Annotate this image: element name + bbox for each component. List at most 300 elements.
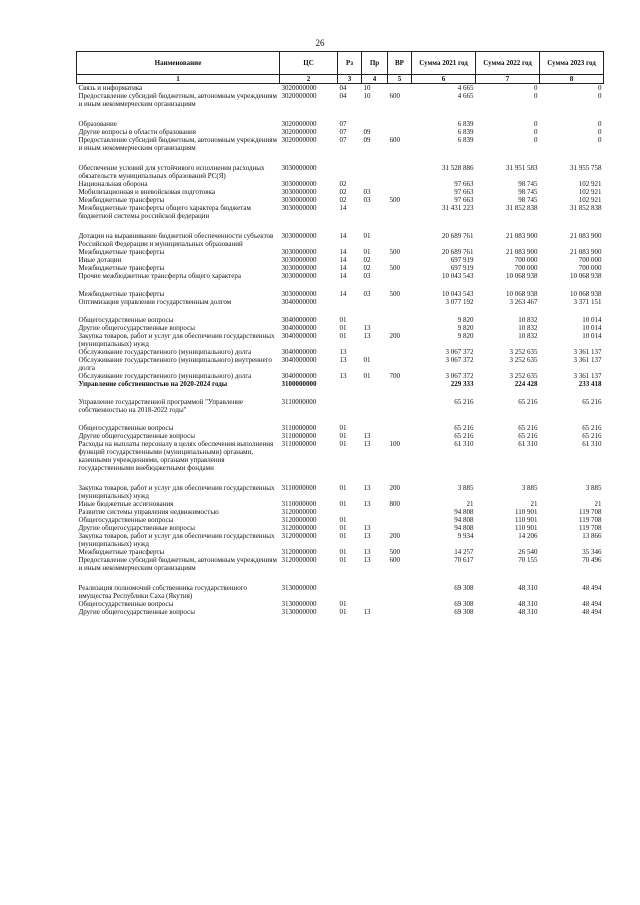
row-sum-2023: 65 216 — [582, 398, 602, 406]
row-sum-2021: 3 067 372 — [445, 356, 474, 364]
row-sum-2023: 10 014 — [582, 332, 602, 340]
row-vr — [388, 424, 412, 432]
row-vr — [388, 188, 412, 196]
row-sum-2021: 10 043 543 — [442, 290, 474, 298]
row-sum-2023: 13 866 — [582, 532, 602, 540]
row-rz: 14 — [339, 256, 347, 264]
table-row — [77, 440, 604, 472]
row-name: Закупка товаров, работ и услуг для обеспечения государственных (муниципальных) нужд — [78, 332, 275, 348]
row-pr: 13 — [363, 440, 371, 448]
row-sum-2021: 20 689 761 — [442, 232, 474, 240]
row-vr: 500 — [389, 290, 400, 298]
row-vr — [388, 380, 412, 388]
row-sum-2022: 10 832 — [518, 324, 538, 332]
row-name: Другие вопросы в области образования — [78, 128, 197, 136]
row-sum-2021: 3 067 372 — [445, 348, 474, 356]
row-pr: 13 — [363, 524, 371, 532]
row-cs: 3030000000 — [281, 204, 317, 212]
row-sum-2023: 102 921 — [578, 180, 602, 188]
row-sum-2022: 110 901 — [515, 524, 538, 532]
row-name: Обслуживание государственного (муниципального) долга — [78, 372, 252, 380]
row-rz: 01 — [339, 600, 347, 608]
table-row — [77, 248, 604, 256]
table-row — [77, 324, 604, 332]
row-pr: 13 — [363, 324, 371, 332]
row-spacer-cell — [77, 414, 604, 424]
row-sum-2022: 224 428 — [514, 380, 538, 388]
column-number: 1 — [77, 75, 280, 84]
row-sum-2022: 0 — [534, 84, 538, 92]
table-row — [77, 316, 604, 324]
row-sum-2022: 98 745 — [518, 180, 538, 188]
row-sum-2023: 10 014 — [582, 324, 602, 332]
row-cs: 3130000000 — [281, 608, 317, 616]
table-row — [77, 290, 604, 298]
row-sum-2021: 97 663 — [454, 196, 474, 204]
row-pr — [362, 600, 388, 608]
row-rz — [338, 164, 362, 180]
row-sum-2022: 61 310 — [518, 440, 538, 448]
row-vr — [388, 316, 412, 324]
row-name: Предоставление субсидий бюджетным, автономным учреждениям и иным некоммерческим организациям — [78, 136, 277, 152]
table-row — [77, 298, 604, 306]
row-sum-2021: 6 839 — [457, 128, 474, 136]
table-row — [77, 424, 604, 432]
row-sum-2022: 10 068 938 — [506, 290, 538, 298]
row-sum-2021: 6 839 — [457, 120, 474, 128]
row-sum-2021: 9 820 — [457, 332, 474, 340]
row-sum-2021: 69 308 — [454, 600, 474, 608]
row-cs: 3020000000 — [281, 84, 317, 92]
row-cs: 3030000000 — [281, 232, 317, 240]
row-sum-2021: 6 839 — [457, 136, 474, 144]
row-vr — [388, 398, 412, 414]
table-row — [77, 128, 604, 136]
row-vr — [388, 324, 412, 332]
row-spacer-cell — [77, 220, 604, 232]
row-sum-2023: 0 — [598, 92, 602, 100]
row-sum-2022: 65 216 — [518, 424, 538, 432]
header-cs: ЦС — [280, 52, 338, 75]
table-row — [77, 380, 604, 388]
row-pr: 13 — [363, 432, 371, 440]
row-sum-2021: 65 216 — [454, 424, 474, 432]
row-pr: 13 — [363, 332, 371, 340]
row-name: Межбюджетные трансферты — [78, 548, 165, 556]
row-pr: 09 — [363, 128, 371, 136]
row-rz: 01 — [339, 516, 347, 524]
table-row — [77, 188, 604, 196]
row-spacer — [77, 414, 604, 424]
row-cs: 3130000000 — [281, 600, 317, 608]
row-sum-2022: 48 310 — [518, 600, 538, 608]
row-pr — [362, 348, 388, 356]
row-vr — [388, 164, 412, 180]
row-sum-2021: 3 885 — [457, 484, 474, 492]
row-vr — [388, 298, 412, 306]
table-row — [77, 232, 604, 248]
table-row — [77, 272, 604, 280]
row-sum-2022: 10 068 938 — [506, 272, 538, 280]
column-number: 2 — [280, 75, 338, 84]
header-row — [77, 52, 604, 75]
row-cs: 3030000000 — [281, 164, 317, 172]
row-vr: 100 — [389, 440, 400, 448]
row-pr: 01 — [363, 372, 371, 380]
row-rz: 07 — [339, 120, 347, 128]
row-sum-2022: 700 000 — [514, 264, 538, 272]
row-sum-2023: 10 068 938 — [570, 290, 602, 298]
row-vr — [388, 232, 412, 248]
row-name: Другие общегосударственные вопросы — [78, 432, 195, 440]
row-vr: 200 — [389, 332, 400, 340]
row-name: Обслуживание государственного (муниципального) долга — [78, 348, 252, 356]
row-name: Другие общегосударственные вопросы — [78, 524, 195, 532]
row-sum-2022: 21 083 900 — [506, 248, 538, 256]
row-vr — [388, 84, 412, 93]
row-sum-2022: 3 252 635 — [509, 348, 538, 356]
row-sum-2021: 9 820 — [457, 324, 474, 332]
table-row — [77, 484, 604, 500]
row-sum-2021: 70 617 — [454, 556, 474, 564]
row-cs: 3020000000 — [281, 92, 317, 100]
row-sum-2022: 0 — [534, 136, 538, 144]
row-rz: 01 — [339, 532, 347, 540]
row-spacer-cell — [77, 388, 604, 398]
table-row — [77, 204, 604, 220]
row-vr: 500 — [389, 548, 400, 556]
row-rz: 01 — [339, 608, 347, 616]
row-sum-2021: 97 663 — [454, 188, 474, 196]
row-pr — [362, 380, 388, 388]
row-sum-2021: 21 — [466, 500, 474, 508]
row-rz: 02 — [339, 180, 347, 188]
table-row — [77, 256, 604, 264]
row-pr: 01 — [363, 356, 371, 364]
row-sum-2023: 35 346 — [582, 548, 602, 556]
row-sum-2023: 31 955 758 — [570, 164, 602, 172]
row-rz: 01 — [339, 524, 347, 532]
row-pr: 03 — [363, 272, 371, 280]
row-sum-2021: 20 689 761 — [442, 248, 474, 256]
table-row — [77, 332, 604, 348]
row-rz: 14 — [339, 248, 347, 256]
row-sum-2022: 65 216 — [518, 432, 538, 440]
row-sum-2022: 98 745 — [518, 196, 538, 204]
row-name: Межбюджетные трансферты — [78, 248, 165, 256]
row-name: Реализация полномочий собственника государственного имущества Республики Саха (Якутия) — [78, 584, 247, 600]
header-name: Наименование — [77, 52, 280, 75]
row-sum-2021: 94 808 — [454, 508, 474, 516]
row-cs: 3120000000 — [281, 548, 317, 556]
row-spacer — [77, 152, 604, 164]
row-rz: 14 — [339, 272, 347, 280]
row-cs: 3020000000 — [281, 120, 317, 128]
row-vr — [388, 348, 412, 356]
row-vr — [388, 272, 412, 280]
row-pr: 02 — [363, 264, 371, 272]
header-sum-2022: Сумма 2022 год — [476, 52, 540, 75]
table-row — [77, 532, 604, 548]
row-name: Межбюджетные трансферты общего характера бюджетам бюджетной системы российской федерации — [78, 204, 251, 220]
row-name: Образование — [78, 120, 117, 128]
row-vr — [388, 356, 412, 372]
row-sum-2021: 4 665 — [457, 84, 474, 92]
row-sum-2021: 10 043 543 — [442, 272, 474, 280]
row-pr: 13 — [363, 484, 371, 492]
header-sum-2021: Сумма 2021 год — [412, 52, 476, 75]
row-sum-2021: 65 216 — [454, 432, 474, 440]
row-name: Предоставление субсидий бюджетным, автономным учреждениям и иным некоммерческим организациям — [78, 556, 277, 572]
header-sum-2023: Сумма 2023 год — [540, 52, 604, 75]
row-vr — [388, 524, 412, 532]
row-spacer — [77, 280, 604, 290]
row-spacer-cell — [77, 152, 604, 164]
row-sum-2021: 229 333 — [450, 380, 474, 388]
row-sum-2022: 31 951 583 — [506, 164, 538, 172]
row-sum-2022: 110 901 — [515, 508, 538, 516]
table-row — [77, 432, 604, 440]
row-cs: 3110000000 — [281, 398, 317, 406]
table-row — [77, 524, 604, 532]
row-sum-2021: 31 528 886 — [442, 164, 474, 172]
row-pr — [362, 164, 388, 180]
row-cs: 3040000000 — [281, 324, 317, 332]
row-cs: 3040000000 — [281, 332, 317, 340]
row-rz — [338, 380, 362, 388]
row-spacer — [77, 108, 604, 120]
row-sum-2021: 4 665 — [457, 92, 474, 100]
table-row — [77, 84, 604, 93]
row-sum-2021: 14 257 — [454, 548, 474, 556]
row-rz — [338, 508, 362, 516]
row-sum-2022: 3 263 467 — [509, 298, 538, 306]
row-vr: 500 — [389, 196, 400, 204]
row-spacer-cell — [77, 306, 604, 316]
row-rz: 13 — [339, 372, 347, 380]
page-number: 26 — [315, 38, 325, 48]
row-name: Иные дотации — [78, 256, 122, 264]
row-cs: 3030000000 — [281, 264, 317, 272]
row-sum-2021: 697 919 — [450, 264, 474, 272]
row-cs: 3040000000 — [281, 348, 317, 356]
row-name: Общегосударственные вопросы — [78, 316, 174, 324]
row-pr — [362, 424, 388, 432]
row-vr — [388, 600, 412, 608]
row-sum-2021: 61 310 — [454, 440, 474, 448]
row-name: Общегосударственные вопросы — [78, 516, 174, 524]
row-rz: 14 — [339, 264, 347, 272]
row-sum-2023: 65 216 — [582, 432, 602, 440]
row-sum-2022: 3 252 635 — [509, 356, 538, 364]
row-sum-2021: 97 663 — [454, 180, 474, 188]
row-rz: 01 — [339, 432, 347, 440]
row-vr: 600 — [389, 136, 400, 144]
row-sum-2022: 3 885 — [521, 484, 538, 492]
row-sum-2022: 65 216 — [518, 398, 538, 406]
row-rz: 04 — [339, 92, 347, 100]
row-spacer-cell — [77, 280, 604, 290]
row-sum-2021: 3 077 192 — [445, 298, 474, 306]
column-number: 5 — [388, 75, 412, 84]
row-cs: 3120000000 — [281, 524, 317, 532]
row-cs: 3110000000 — [281, 484, 317, 492]
row-vr — [388, 128, 412, 136]
column-number: 7 — [476, 75, 540, 84]
row-sum-2023: 21 083 900 — [570, 248, 602, 256]
row-sum-2023: 700 000 — [578, 256, 602, 264]
row-spacer — [77, 388, 604, 398]
row-vr — [388, 584, 412, 600]
row-spacer-cell — [77, 572, 604, 584]
table-row — [77, 164, 604, 180]
column-number: 8 — [540, 75, 604, 84]
row-pr — [362, 398, 388, 414]
row-spacer — [77, 572, 604, 584]
row-pr: 13 — [363, 500, 371, 508]
table-row — [77, 398, 604, 414]
row-sum-2023: 3 361 137 — [573, 348, 602, 356]
row-cs: 3030000000 — [281, 180, 317, 188]
budget-table — [76, 51, 604, 616]
row-rz: 01 — [339, 424, 347, 432]
row-cs: 3120000000 — [281, 508, 317, 516]
row-sum-2023: 48 494 — [582, 584, 602, 592]
row-pr — [362, 204, 388, 220]
row-rz: 02 — [339, 188, 347, 196]
row-sum-2021: 9 820 — [457, 316, 474, 324]
row-sum-2022: 98 745 — [518, 188, 538, 196]
row-rz: 04 — [339, 84, 347, 92]
row-cs: 3030000000 — [281, 272, 317, 280]
table-row — [77, 556, 604, 572]
row-name: Другие общегосударственные вопросы — [78, 324, 195, 332]
row-cs: 3120000000 — [281, 556, 317, 564]
row-cs: 3030000000 — [281, 248, 317, 256]
row-name: Межбюджетные трансферты — [78, 290, 165, 298]
row-sum-2023: 21 083 900 — [570, 232, 602, 240]
row-rz: 13 — [339, 348, 347, 356]
row-sum-2023: 3 361 137 — [573, 356, 602, 364]
row-sum-2023: 65 216 — [582, 424, 602, 432]
row-sum-2023: 0 — [598, 84, 602, 92]
row-name: Иные бюджетные ассигнования — [78, 500, 174, 508]
row-sum-2023: 3 361 137 — [573, 372, 602, 380]
row-sum-2022: 14 206 — [518, 532, 538, 540]
row-sum-2023: 3 371 151 — [573, 298, 602, 306]
row-cs: 3110000000 — [281, 432, 317, 440]
row-cs: 3030000000 — [281, 290, 317, 298]
row-vr — [388, 120, 412, 128]
row-name: Закупка товаров, работ и услуг для обеспечения государственных (муниципальных) нужд — [78, 484, 275, 500]
row-name: Обслуживание государственного (муниципального) внутреннего долга — [78, 356, 272, 372]
row-sum-2021: 9 934 — [457, 532, 474, 540]
row-rz: 02 — [339, 196, 347, 204]
row-vr — [388, 432, 412, 440]
row-pr: 09 — [363, 136, 371, 144]
row-name: Закупка товаров, работ и услуг для обеспечения государственных (муниципальных) нужд — [78, 532, 275, 548]
header-vr: ВР — [388, 52, 412, 75]
row-sum-2021: 94 808 — [454, 524, 474, 532]
table-row — [77, 372, 604, 380]
row-pr: 02 — [363, 256, 371, 264]
row-rz: 07 — [339, 128, 347, 136]
row-sum-2023: 48 494 — [582, 608, 602, 616]
row-sum-2022: 21 — [530, 500, 538, 508]
row-rz: 01 — [339, 500, 347, 508]
row-rz: 14 — [339, 204, 347, 212]
row-sum-2023: 31 852 838 — [570, 204, 602, 212]
row-sum-2023: 0 — [598, 120, 602, 128]
row-sum-2022: 48 310 — [518, 584, 538, 592]
row-sum-2023: 102 921 — [578, 196, 602, 204]
table-row — [77, 120, 604, 128]
row-pr: 10 — [363, 84, 371, 92]
row-sum-2022: 26 540 — [518, 548, 538, 556]
row-name: Связь и информатика — [78, 84, 143, 92]
row-cs: 3040000000 — [281, 316, 317, 324]
row-sum-2022: 48 310 — [518, 608, 538, 616]
row-sum-2023: 700 000 — [578, 264, 602, 272]
row-sum-2022: 21 083 900 — [506, 232, 538, 240]
row-name: Мобилизационная и вневойсковая подготовка — [78, 188, 216, 196]
row-name: Межбюджетные трансферты — [78, 264, 165, 272]
row-vr — [388, 256, 412, 264]
row-pr: 13 — [363, 548, 371, 556]
row-name: Национальная оборона — [78, 180, 148, 188]
row-cs: 3110000000 — [281, 424, 317, 432]
table-row — [77, 608, 604, 616]
row-name: Обеспечение условий для устойчивого исполнения расходных обязательств муниципальных образований РС(Я) — [78, 164, 265, 180]
row-sum-2022: 10 832 — [518, 316, 538, 324]
row-name: Управление государственной программой "Управление собственностью на 2018-2022 годы" — [78, 398, 244, 414]
row-sum-2023: 70 496 — [582, 556, 602, 564]
row-sum-2022: 0 — [534, 120, 538, 128]
row-name: Предоставление субсидий бюджетным, автономным учреждениям и иным некоммерческим организациям — [78, 92, 277, 108]
row-vr: 600 — [389, 92, 400, 100]
row-rz: 14 — [339, 290, 347, 298]
row-sum-2023: 48 494 — [582, 600, 602, 608]
row-sum-2023: 0 — [598, 128, 602, 136]
row-vr — [388, 608, 412, 616]
row-pr: 10 — [363, 92, 371, 100]
row-pr: 13 — [363, 532, 371, 540]
row-pr — [362, 120, 388, 128]
table-row — [77, 196, 604, 204]
row-name: Дотации на выравнивание бюджетной обеспеченности субъектов Российской Федерации и муниципальных образований — [78, 232, 274, 248]
row-rz: 01 — [339, 332, 347, 340]
row-cs: 3030000000 — [281, 188, 317, 196]
table-row — [77, 584, 604, 600]
row-sum-2021: 69 308 — [454, 608, 474, 616]
row-spacer-cell — [77, 472, 604, 484]
row-name: Расходы на выплаты персоналу в целях обеспечения выполнения функций государственными (муниципальными) органами, казенными учреждениями, органами управления государственными внебюджетными фондами — [78, 440, 274, 472]
row-vr: 500 — [389, 264, 400, 272]
column-number: 6 — [412, 75, 476, 84]
row-vr — [388, 180, 412, 188]
row-rz: 01 — [339, 440, 347, 448]
row-sum-2022: 70 155 — [518, 556, 538, 564]
row-sum-2023: 61 310 — [582, 440, 602, 448]
row-name: Межбюджетные трансферты — [78, 196, 165, 204]
row-cs: 3040000000 — [281, 298, 317, 306]
table-row — [77, 500, 604, 508]
row-cs: 3120000000 — [281, 516, 317, 524]
row-name: Общегосударственные вопросы — [78, 424, 174, 432]
row-name: Прочие межбюджетные трансферты общего характера — [78, 272, 241, 280]
table-row — [77, 92, 604, 108]
row-rz: 07 — [339, 136, 347, 144]
